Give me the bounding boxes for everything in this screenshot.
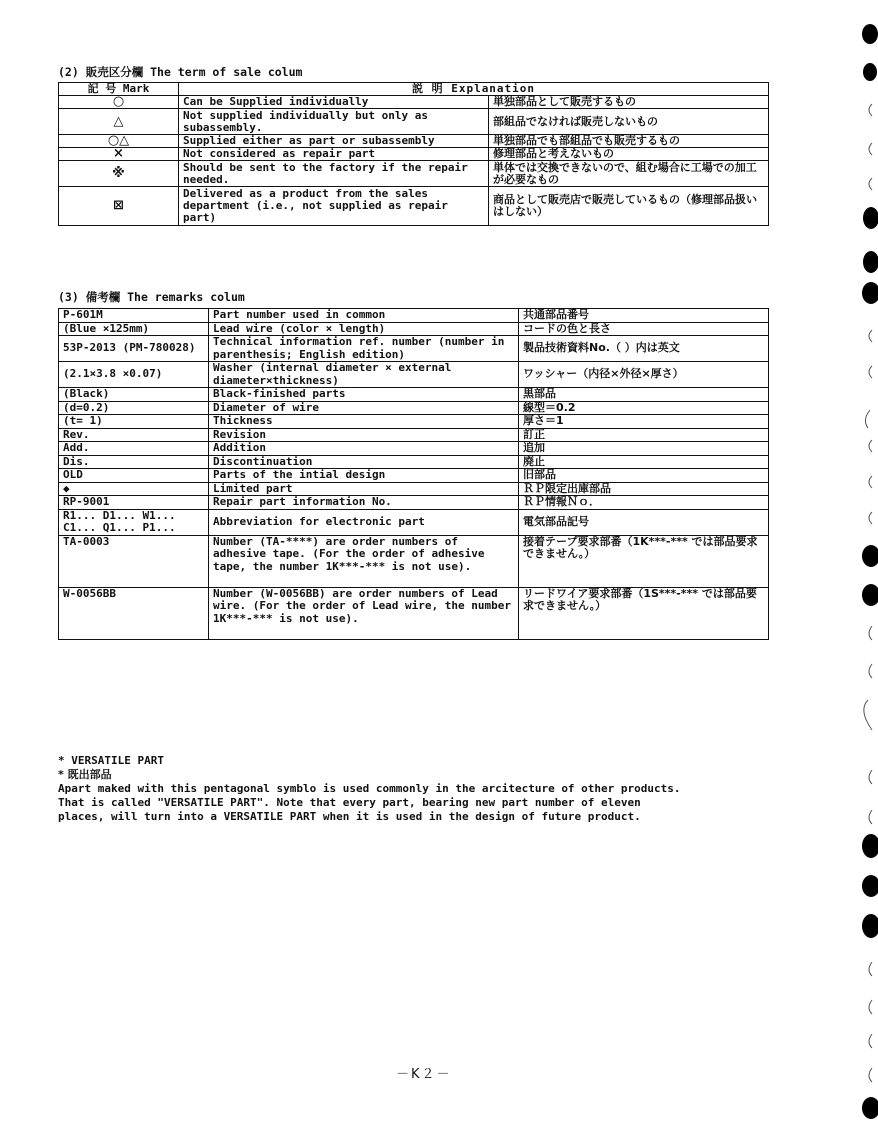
mark-header: 記 号 Mark [59, 83, 179, 96]
section2-title: (2) 販売区分欄 The term of sale colum [58, 65, 303, 79]
mark-cell: × [59, 148, 179, 161]
jp-cell: 厚さ＝1 [519, 415, 769, 429]
en-cell: Parts of the intial design [209, 469, 519, 483]
jp-cell: 接着テープ要求部番（1K***-*** では部品要求できません。） [519, 535, 769, 587]
en-cell: Delivered as a product from the sales department (i.e., not supplied as repair part) [179, 187, 489, 226]
en-cell: Technical information ref. number (number in parenthesis; English edition) [209, 336, 519, 362]
jp-cell: 訂正 [519, 428, 769, 442]
code-cell: (Blue ×125mm) [59, 322, 209, 336]
note-paragraph: Apart maked with this pentagonal symblo is used commonly in the arcitecture of other products. [58, 782, 681, 795]
code-cell: ◆ [59, 482, 209, 496]
sale-term-table [58, 82, 769, 226]
mark-cell: ⊠ [59, 187, 179, 226]
en-cell: Supplied either as part or subassembly [179, 135, 489, 148]
code-cell: OLD [59, 469, 209, 483]
jp-cell: リードワイア要求部番（1S***-*** では部品要求できません。） [519, 587, 769, 639]
remarks-row [59, 309, 769, 323]
code-cell: (2.1×3.8 ×0.07) [59, 362, 209, 388]
code-cell: TA-0003 [59, 535, 209, 587]
jp-cell: 商品として販売店で販売しているもの（修理部品扱いはしない） [489, 187, 769, 226]
code-cell: RP-9001 [59, 496, 209, 510]
note-line: * VERSATILE PART [58, 754, 164, 767]
jp-cell: 修理部品と考えないもの [489, 148, 769, 161]
jp-cell: 線型＝0.2 [519, 401, 769, 415]
code-cell: 53P-2013 (PM-780028) [59, 336, 209, 362]
code-cell: Dis. [59, 455, 209, 469]
jp-cell: 廃止 [519, 455, 769, 469]
jp-cell: 単独部品として販売するもの [489, 96, 769, 109]
code-cell: Rev. [59, 428, 209, 442]
code-cell: R1... D1... W1... C1... Q1... P1... [59, 509, 209, 535]
en-cell: Repair part information No. [209, 496, 519, 510]
en-cell: Discontinuation [209, 455, 519, 469]
en-cell: Diameter of wire [209, 401, 519, 415]
jp-cell: 単体では交換できないので、組む場合に工場での加工が必要なもの [489, 161, 769, 187]
mark-cell: ○ [59, 96, 179, 109]
jp-cell: 単独部品でも部組品でも販売するもの [489, 135, 769, 148]
page-number: －K２－ [396, 1067, 452, 1082]
en-cell: Washer (internal diameter × external diameter×thickness) [209, 362, 519, 388]
code-cell: Add. [59, 442, 209, 456]
mark-cell: △ [59, 109, 179, 135]
remarks-row [59, 496, 769, 510]
en-cell: Not considered as repair part [179, 148, 489, 161]
remarks-row [59, 415, 769, 429]
en-cell: Lead wire (color × length) [209, 322, 519, 336]
jp-cell: コードの色と長さ [519, 322, 769, 336]
en-cell: Should be sent to the factory if the repair needed. [179, 161, 489, 187]
en-cell: Revision [209, 428, 519, 442]
en-cell: Number (TA-****) are order numbers of adhesive tape. (For the order of adhesive tape, the number 1K***-*** is not use). [209, 535, 519, 587]
remarks-row [59, 509, 769, 535]
jp-cell: ＲＰ限定出庫部品 [519, 482, 769, 496]
note-paragraph: That is called "VERSATILE PART". Note that every part, bearing new part number of eleven [58, 796, 641, 809]
code-cell: W-0056BB [59, 587, 209, 639]
jp-cell: ワッシャー（内径×外径×厚さ） [519, 362, 769, 388]
remarks-row [59, 336, 769, 362]
jp-cell: 共通部品番号 [519, 309, 769, 323]
remarks-row [59, 482, 769, 496]
jp-cell: 部組品でなければ販売しないもの [489, 109, 769, 135]
remarks-row [59, 401, 769, 415]
en-cell: Addition [209, 442, 519, 456]
code-cell: (t= 1) [59, 415, 209, 429]
en-cell: Part number used in common [209, 309, 519, 323]
note-paragraph: places, will turn into a VERSATILE PART when it is used in the design of future product. [58, 810, 641, 823]
mark-cell: ○△ [59, 135, 179, 148]
en-cell: Not supplied individually but only as subassembly. [179, 109, 489, 135]
remarks-row [59, 535, 769, 587]
remarks-row [59, 442, 769, 456]
en-cell: Limited part [209, 482, 519, 496]
jp-cell: 黒部品 [519, 388, 769, 402]
remarks-row [59, 428, 769, 442]
en-cell: Abbreviation for electronic part [209, 509, 519, 535]
binder-holes [850, 0, 878, 1122]
en-cell: Number (W-0056BB) are order numbers of Lead wire. (For the order of Lead wire, the number 1K***-*** is not use). [209, 587, 519, 639]
note-line: * 既出部品 [58, 768, 112, 781]
mark-cell: ※ [59, 161, 179, 187]
remarks-row [59, 455, 769, 469]
jp-cell: 製品技術資料No.（ ）内は英文 [519, 336, 769, 362]
jp-cell: 追加 [519, 442, 769, 456]
remarks-row [59, 322, 769, 336]
remarks-row [59, 362, 769, 388]
remarks-table [58, 308, 769, 640]
jp-cell: 旧部品 [519, 469, 769, 483]
en-cell: Black-finished parts [209, 388, 519, 402]
en-cell: Can be Supplied individually [179, 96, 489, 109]
remarks-row [59, 587, 769, 639]
jp-cell: 電気部品記号 [519, 509, 769, 535]
notes [58, 754, 681, 824]
section3-title: (3) 備考欄 The remarks colum [58, 290, 245, 304]
en-cell: Thickness [209, 415, 519, 429]
code-cell: (d=0.2) [59, 401, 209, 415]
jp-cell: ＲＰ情報Ｎｏ． [519, 496, 769, 510]
code-cell: (Black) [59, 388, 209, 402]
explanation-header: 説 明 Explanation [179, 83, 769, 96]
remarks-row [59, 469, 769, 483]
code-cell: P-601M [59, 309, 209, 323]
remarks-row [59, 388, 769, 402]
